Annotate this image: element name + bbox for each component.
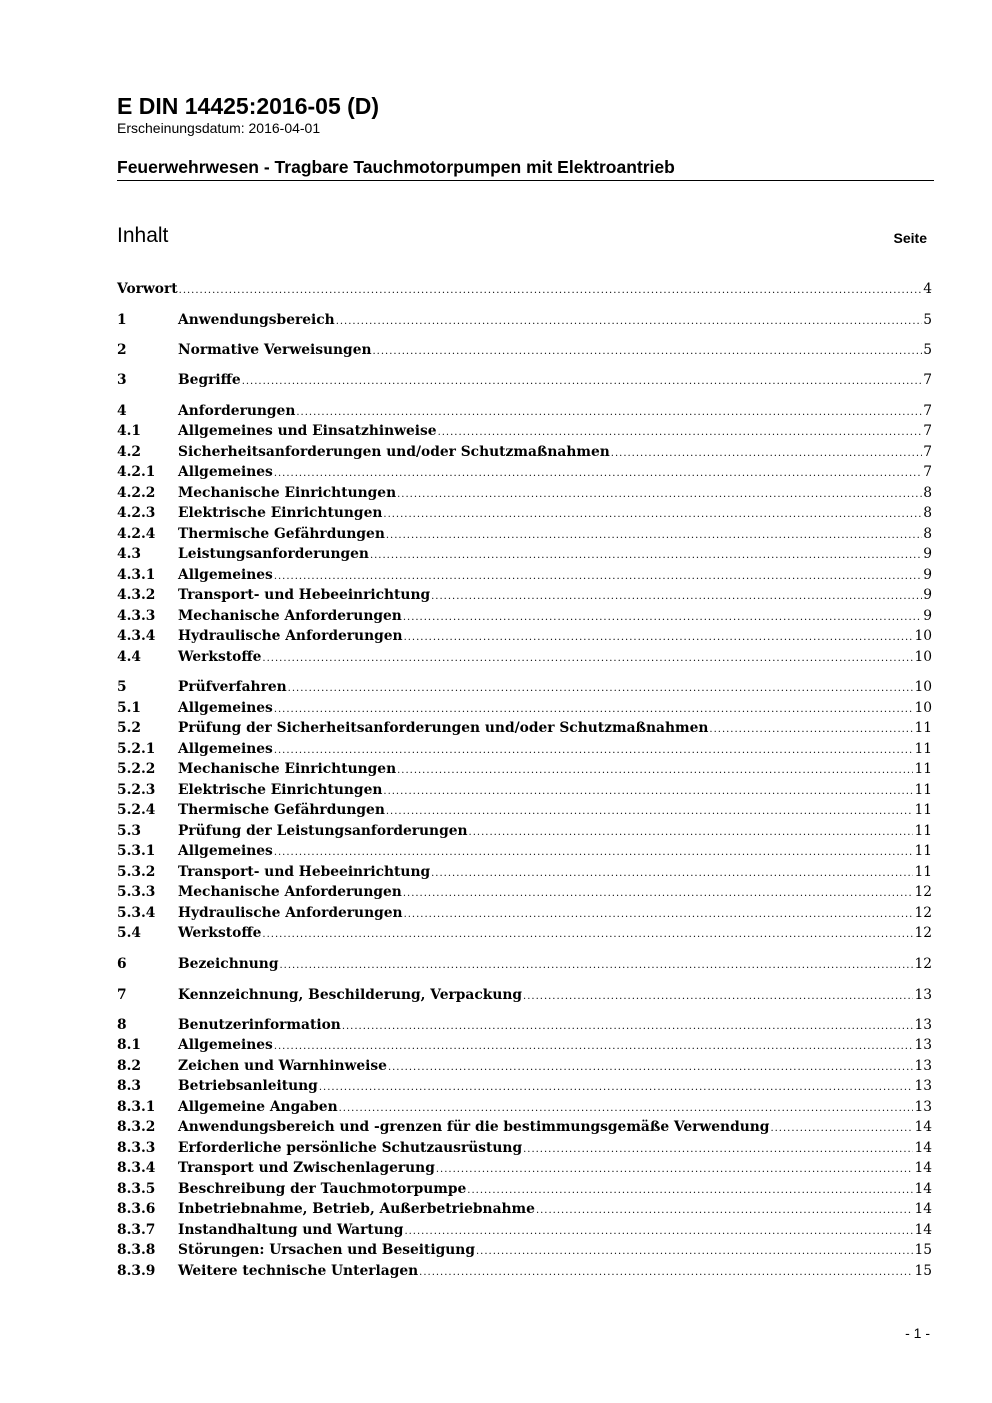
toc-entry[interactable] bbox=[117, 370, 932, 390]
toc-entry[interactable] bbox=[117, 780, 932, 800]
toc-entry[interactable] bbox=[117, 985, 932, 1005]
toc-entry-number: 4.3.2 bbox=[117, 587, 156, 603]
toc-dot-leader bbox=[279, 956, 913, 976]
toc-entry-number: 8.3.7 bbox=[117, 1222, 156, 1238]
toc-dot-leader bbox=[431, 587, 922, 607]
toc-entry[interactable] bbox=[117, 647, 932, 667]
toc-entry-number: 8.3.6 bbox=[117, 1201, 156, 1217]
document-header bbox=[117, 93, 937, 181]
toc-entry[interactable] bbox=[117, 882, 932, 902]
toc-entry-title: Mechanische Einrichtungen bbox=[178, 485, 397, 501]
toc-entry-number: 8.3.3 bbox=[117, 1140, 156, 1156]
toc-entry-title: Sicherheitsanforderungen und/oder Schutzmaßnahmen bbox=[178, 444, 610, 460]
toc-entry-number: 2 bbox=[117, 342, 127, 358]
toc-entry-page: 12 bbox=[914, 925, 932, 941]
toc-heading: Inhalt bbox=[117, 224, 169, 247]
toc-dot-leader bbox=[339, 1099, 914, 1119]
toc-dot-leader bbox=[274, 700, 914, 720]
toc-entry[interactable] bbox=[117, 1056, 932, 1076]
toc-entry[interactable] bbox=[117, 739, 932, 759]
toc-entry-number: 4.3.1 bbox=[117, 567, 156, 583]
toc-entry[interactable] bbox=[117, 1158, 932, 1178]
toc-entry-number: 5.1 bbox=[117, 700, 142, 716]
toc-entry-number: 5.2.4 bbox=[117, 802, 156, 818]
toc-entry[interactable] bbox=[117, 544, 932, 564]
toc-entry-number: 8.3.5 bbox=[117, 1181, 156, 1197]
toc-entry-title: Transport- und Hebeeinrichtung bbox=[178, 587, 431, 603]
toc-entry-page: 9 bbox=[923, 567, 932, 583]
toc-entry-title: Anwendungsbereich und -grenzen für die bestimmungsgemäße Verwendung bbox=[178, 1119, 770, 1135]
toc-dot-leader bbox=[404, 1222, 913, 1242]
toc-entry[interactable] bbox=[117, 401, 932, 421]
toc-entry-number: 4.2.4 bbox=[117, 526, 156, 542]
toc-entry-title: Kennzeichnung, Beschilderung, Verpackung bbox=[178, 987, 523, 1003]
toc-entry-number: 8.3.8 bbox=[117, 1242, 156, 1258]
toc-dot-leader bbox=[388, 1058, 914, 1078]
toc-dot-leader bbox=[611, 444, 922, 464]
toc-entry[interactable] bbox=[117, 626, 932, 646]
toc-entry[interactable] bbox=[117, 1261, 932, 1281]
toc-dot-leader bbox=[523, 987, 913, 1007]
toc-entry-page: 13 bbox=[914, 987, 932, 1003]
toc-entry-page: 11 bbox=[914, 823, 932, 839]
toc-entry[interactable] bbox=[117, 821, 932, 841]
toc-entry-number: 8.1 bbox=[117, 1037, 142, 1053]
toc-dot-leader bbox=[274, 843, 914, 863]
toc-entry-page: 10 bbox=[914, 628, 932, 644]
toc-entry-number: 4.3.3 bbox=[117, 608, 156, 624]
toc-dot-leader bbox=[296, 403, 922, 423]
toc-entry-page: 11 bbox=[914, 741, 932, 757]
toc-entry[interactable] bbox=[117, 800, 932, 820]
toc-entry[interactable] bbox=[117, 903, 932, 923]
toc-entry-title: Hydraulische Anforderungen bbox=[178, 628, 403, 644]
toc-dot-leader bbox=[288, 679, 914, 699]
toc-entry-number: 4.2.1 bbox=[117, 464, 156, 480]
toc-dot-leader bbox=[179, 281, 923, 301]
toc-entry-number: 5.2.2 bbox=[117, 761, 156, 777]
toc-entry-title: Benutzerinformation bbox=[178, 1017, 341, 1033]
toc-dot-leader bbox=[370, 546, 922, 566]
page-number: - 1 - bbox=[905, 1325, 930, 1341]
toc-dot-leader bbox=[262, 925, 913, 945]
toc-entry-page: 13 bbox=[914, 1099, 932, 1115]
toc-entry-title: Prüfverfahren bbox=[178, 679, 287, 695]
toc-entry-title: Leistungsanforderungen bbox=[178, 546, 369, 562]
toc-entry[interactable] bbox=[117, 1220, 932, 1240]
toc-entry-page: 7 bbox=[923, 423, 932, 439]
toc-entry-number: 3 bbox=[117, 372, 127, 388]
toc-entry-number: 4.1 bbox=[117, 423, 142, 439]
document-subtitle: Feuerwehrwesen - Tragbare Tauchmotorpumpen mit Elektroantrieb bbox=[117, 156, 934, 181]
toc-entry-page: 10 bbox=[914, 700, 932, 716]
toc-entry-number: 5.3.3 bbox=[117, 884, 156, 900]
publication-date: Erscheinungsdatum: 2016-04-01 bbox=[117, 120, 321, 136]
toc-entry[interactable] bbox=[117, 1035, 932, 1055]
toc-entry-title: Allgemeines bbox=[178, 700, 273, 716]
toc-entry-page: 7 bbox=[923, 444, 932, 460]
toc-entry[interactable] bbox=[117, 923, 932, 943]
toc-entry-page: 15 bbox=[914, 1263, 932, 1279]
toc-entry-number: 4.2 bbox=[117, 444, 142, 460]
toc-entry[interactable] bbox=[117, 1138, 932, 1158]
toc-entry-title: Betriebsanleitung bbox=[178, 1078, 318, 1094]
toc-entry[interactable] bbox=[117, 698, 932, 718]
toc-entry-title: Werkstoffe bbox=[178, 649, 262, 665]
toc-entry-number: 5.3 bbox=[117, 823, 142, 839]
toc-dot-leader bbox=[386, 526, 922, 546]
toc-entry-page: 14 bbox=[914, 1119, 932, 1135]
toc-entry-title: Mechanische Anforderungen bbox=[178, 608, 402, 624]
toc-entry-title: Allgemeines bbox=[178, 567, 273, 583]
toc-dot-leader bbox=[274, 1037, 914, 1057]
toc-entry-title: Instandhaltung und Wartung bbox=[178, 1222, 404, 1238]
toc-entry-number: 5.2.3 bbox=[117, 782, 156, 798]
toc-entry[interactable] bbox=[117, 1240, 932, 1260]
toc-entry-page: 10 bbox=[914, 649, 932, 665]
toc-entry-page: 11 bbox=[914, 843, 932, 859]
toc-entry-title: Weitere technische Unterlagen bbox=[178, 1263, 419, 1279]
toc-entry-number: 5 bbox=[117, 679, 127, 695]
toc-entry-number: 8 bbox=[117, 1017, 127, 1033]
toc-entry[interactable] bbox=[117, 421, 932, 441]
toc-entry[interactable] bbox=[117, 1097, 932, 1117]
toc-entry-title: Thermische Gefährdungen bbox=[178, 802, 385, 818]
toc-dot-leader bbox=[274, 464, 922, 484]
toc-entry[interactable] bbox=[117, 606, 932, 626]
toc-entry-page: 15 bbox=[914, 1242, 932, 1258]
toc-entry[interactable] bbox=[117, 954, 932, 974]
toc-entry-title: Allgemeines bbox=[178, 741, 273, 757]
toc-entry-title: Thermische Gefährdungen bbox=[178, 526, 385, 542]
toc-dot-leader bbox=[242, 372, 923, 392]
toc-entry-title: Inbetriebnahme, Betrieb, Außerbetriebnahme bbox=[178, 1201, 535, 1217]
toc-entry-number: 5.2.1 bbox=[117, 741, 156, 757]
toc-entry-title: Elektrische Einrichtungen bbox=[178, 782, 383, 798]
toc-entry-number: 8.3 bbox=[117, 1078, 142, 1094]
toc-dot-leader bbox=[383, 505, 922, 525]
toc-page-label: Seite bbox=[893, 230, 927, 246]
toc-entry-title: Elektrische Einrichtungen bbox=[178, 505, 383, 521]
toc-entry-number: 1 bbox=[117, 312, 127, 328]
toc-entry-title: Allgemeines bbox=[178, 843, 273, 859]
toc-entry-title: Allgemeines bbox=[178, 1037, 273, 1053]
toc-dot-leader bbox=[336, 312, 923, 332]
toc-dot-leader bbox=[419, 1263, 913, 1283]
toc-entry[interactable] bbox=[117, 565, 932, 585]
toc-entry-title: Begriffe bbox=[178, 372, 241, 388]
toc-dot-leader bbox=[403, 608, 922, 628]
toc-entry-title: Vorwort bbox=[117, 281, 178, 297]
toc-entry-title: Allgemeines und Einsatzhinweise bbox=[178, 423, 437, 439]
toc-entry-page: 4 bbox=[923, 281, 932, 297]
toc-dot-leader bbox=[523, 1140, 913, 1160]
toc-entry-page: 11 bbox=[914, 720, 932, 736]
toc-entry-number: 8.2 bbox=[117, 1058, 142, 1074]
toc-entry-page: 11 bbox=[914, 864, 932, 880]
toc-dot-leader bbox=[709, 720, 913, 740]
toc-entry-title: Allgemeines bbox=[178, 464, 273, 480]
toc-entry[interactable] bbox=[117, 1015, 932, 1035]
toc-entry[interactable] bbox=[117, 862, 932, 882]
toc-entry-number: 5.3.2 bbox=[117, 864, 156, 880]
toc-dot-leader bbox=[397, 485, 922, 505]
toc-dot-leader bbox=[342, 1017, 914, 1037]
toc-entry-number: 4 bbox=[117, 403, 127, 419]
toc-entry[interactable] bbox=[117, 483, 932, 503]
toc-dot-leader bbox=[404, 905, 914, 925]
toc-entry-number: 8.3.9 bbox=[117, 1263, 156, 1279]
toc-entry-page: 9 bbox=[923, 608, 932, 624]
toc-entry[interactable] bbox=[117, 677, 932, 697]
toc-entry-page: 12 bbox=[914, 884, 932, 900]
toc-entry-number: 8.3.2 bbox=[117, 1119, 156, 1135]
toc-dot-leader bbox=[383, 782, 913, 802]
toc-entry-page: 13 bbox=[914, 1037, 932, 1053]
toc-entry[interactable] bbox=[117, 442, 932, 462]
toc-entry-title: Transport- und Hebeeinrichtung bbox=[178, 864, 431, 880]
toc-dot-leader bbox=[404, 628, 914, 648]
toc-entry[interactable] bbox=[117, 340, 932, 360]
toc-entry-number: 5.2 bbox=[117, 720, 142, 736]
toc-entry-page: 13 bbox=[914, 1017, 932, 1033]
toc-entry-title: Allgemeine Angaben bbox=[178, 1099, 338, 1115]
toc-entry-page: 14 bbox=[914, 1181, 932, 1197]
toc-dot-leader bbox=[469, 823, 914, 843]
toc-entry-number: 4.4 bbox=[117, 649, 142, 665]
toc-entry-title: Werkstoffe bbox=[178, 925, 262, 941]
toc-entry-page: 11 bbox=[914, 802, 932, 818]
toc-entry-page: 7 bbox=[923, 403, 932, 419]
toc-entry[interactable] bbox=[117, 1199, 932, 1219]
toc-dot-leader bbox=[476, 1242, 913, 1262]
toc-entry-number: 8.3.4 bbox=[117, 1160, 156, 1176]
toc-entry-number: 4.3 bbox=[117, 546, 142, 562]
toc-entry-page: 14 bbox=[914, 1201, 932, 1217]
document-title: E DIN 14425:2016-05 (D) bbox=[117, 93, 380, 119]
toc-entry-page: 14 bbox=[914, 1140, 932, 1156]
toc-entry-number: 5.3.4 bbox=[117, 905, 156, 921]
toc-entry-page: 12 bbox=[914, 956, 932, 972]
toc-dot-leader bbox=[467, 1181, 913, 1201]
toc-entry-number: 5.4 bbox=[117, 925, 142, 941]
toc-dot-leader bbox=[386, 802, 914, 822]
toc-entry-page: 9 bbox=[923, 546, 932, 562]
toc-entry[interactable] bbox=[117, 1117, 932, 1137]
toc-entry-page: 5 bbox=[923, 342, 932, 358]
toc-dot-leader bbox=[397, 761, 913, 781]
toc-dot-leader bbox=[770, 1119, 913, 1139]
toc-dot-leader bbox=[373, 342, 923, 362]
toc-dot-leader bbox=[438, 423, 923, 443]
toc-entry-page: 9 bbox=[923, 587, 932, 603]
toc-entry-page: 13 bbox=[914, 1058, 932, 1074]
toc-entry[interactable] bbox=[117, 503, 932, 523]
toc-entry[interactable] bbox=[117, 585, 932, 605]
toc-entry-title: Zeichen und Warnhinweise bbox=[178, 1058, 387, 1074]
toc-entry-page: 8 bbox=[923, 526, 932, 542]
toc-entry-title: Mechanische Einrichtungen bbox=[178, 761, 397, 777]
toc-entry-title: Hydraulische Anforderungen bbox=[178, 905, 403, 921]
toc-entry[interactable] bbox=[117, 524, 932, 544]
toc-dot-leader bbox=[262, 649, 913, 669]
toc-dot-leader bbox=[274, 567, 922, 587]
toc-entry-number: 4.2.3 bbox=[117, 505, 156, 521]
toc-entry[interactable] bbox=[117, 1076, 932, 1096]
toc-entry[interactable] bbox=[117, 462, 932, 482]
toc-entry-page: 8 bbox=[923, 505, 932, 521]
toc-dot-leader bbox=[274, 741, 914, 761]
toc-entry-number: 6 bbox=[117, 956, 127, 972]
toc-entry-number: 5.3.1 bbox=[117, 843, 156, 859]
toc-dot-leader bbox=[436, 1160, 914, 1180]
toc-entry-page: 11 bbox=[914, 761, 932, 777]
toc-entry-title: Prüfung der Sicherheitsanforderungen und/oder Schutzmaßnahmen bbox=[178, 720, 709, 736]
toc-entry-title: Anwendungsbereich bbox=[178, 312, 335, 328]
toc-entry-title: Bezeichnung bbox=[178, 956, 279, 972]
toc-entry[interactable] bbox=[117, 310, 932, 330]
toc-entry-page: 7 bbox=[923, 372, 932, 388]
toc-entry-page: 7 bbox=[923, 464, 932, 480]
toc-entry[interactable] bbox=[117, 759, 932, 779]
toc-entry-title: Anforderungen bbox=[178, 403, 296, 419]
toc-dot-leader bbox=[536, 1201, 914, 1221]
toc-entry-number: 4.2.2 bbox=[117, 485, 156, 501]
toc-entry-page: 14 bbox=[914, 1160, 932, 1176]
toc-entry-title: Normative Verweisungen bbox=[178, 342, 372, 358]
toc-entry-page: 8 bbox=[923, 485, 932, 501]
toc-entry-title: Prüfung der Leistungsanforderungen bbox=[178, 823, 468, 839]
toc-entry-number: 8.3.1 bbox=[117, 1099, 156, 1115]
toc-entry-title: Beschreibung der Tauchmotorpumpe bbox=[178, 1181, 467, 1197]
toc-entry-page: 11 bbox=[914, 782, 932, 798]
toc-entry-number: 7 bbox=[117, 987, 127, 1003]
toc-dot-leader bbox=[403, 884, 914, 904]
toc-entry-page: 14 bbox=[914, 1222, 932, 1238]
toc-entry[interactable] bbox=[117, 718, 932, 738]
toc-entry-title: Störungen: Ursachen und Beseitigung bbox=[178, 1242, 475, 1258]
toc-dot-leader bbox=[431, 864, 913, 884]
toc-entry-number: 4.3.4 bbox=[117, 628, 156, 644]
toc-header bbox=[117, 223, 927, 249]
toc-entry-page: 12 bbox=[914, 905, 932, 921]
toc-entry[interactable] bbox=[117, 279, 932, 299]
toc-entry-page: 5 bbox=[923, 312, 932, 328]
toc-entry-page: 10 bbox=[914, 679, 932, 695]
toc-entry-title: Mechanische Anforderungen bbox=[178, 884, 402, 900]
toc-entry-title: Erforderliche persönliche Schutzausrüstung bbox=[178, 1140, 523, 1156]
toc-dot-leader bbox=[319, 1078, 914, 1098]
toc-entry[interactable] bbox=[117, 1179, 932, 1199]
toc-entry[interactable] bbox=[117, 841, 932, 861]
toc-entry-page: 13 bbox=[914, 1078, 932, 1094]
toc-entry-title: Transport und Zwischenlagerung bbox=[178, 1160, 435, 1176]
